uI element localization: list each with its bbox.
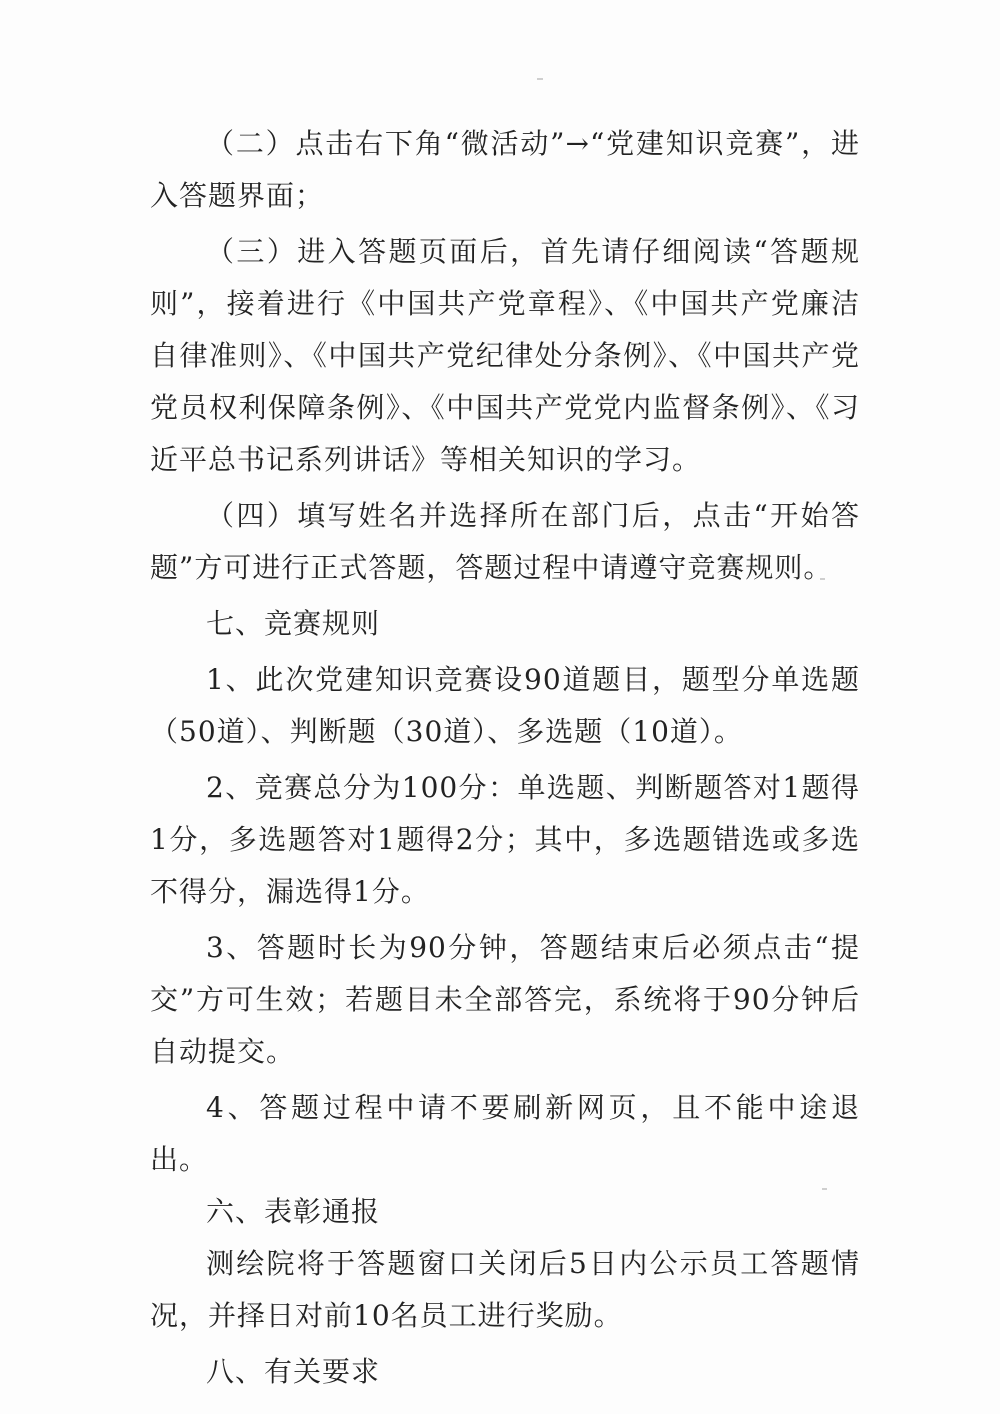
rule-item-2: 2、竞赛总分为100分：单选题、判断题答对1题得1分，多选题答对1题得2分；其中，多选题错选或多选不得分，漏选得1分。 bbox=[150, 771, 860, 908]
rule-item-1: 1、此次党建知识竞赛设90道题目，题型分单选题（50道）、判断题（30道）、多选题（10道）。 bbox=[150, 663, 860, 748]
section-heading-requirements: 八、有关要求 bbox=[206, 1355, 381, 1388]
scan-speck bbox=[537, 78, 543, 80]
awards-paragraph: 测绘院将于答题窗口关闭后5日内公示员工答题情况，并择日对前10名员工进行奖励。 bbox=[150, 1247, 860, 1332]
document-body bbox=[150, 118, 860, 1398]
section-heading-awards: 六、表彰通报 bbox=[206, 1195, 381, 1228]
paragraph-step-2: （二）点击右下角“微活动”→“党建知识竞赛”，进入答题界面； bbox=[150, 127, 860, 212]
rule-item-4: 4、答题过程中请不要刷新网页，且不能中途退出。 bbox=[150, 1091, 860, 1176]
paragraph-step-4: （四）填写姓名并选择所在部门后，点击“开始答题”方可进行正式答题，答题过程中请遵守竞赛规则。 bbox=[150, 499, 860, 584]
rule-item-3: 3、答题时长为90分钟，答题结束后必须点击“提交”方可生效；若题目未全部答完，系统将于90分钟后自动提交。 bbox=[150, 931, 860, 1068]
section-heading-rules: 七、竞赛规则 bbox=[206, 607, 381, 640]
paragraph-step-3: （三）进入答题页面后，首先请仔细阅读“答题规则”，接着进行《中国共产党章程》、《中国共产党廉洁自律准则》、《中国共产党纪律处分条例》、《中国共产党党员权利保障条例》、《中国共产党党内监督条例》、《习近平总书记系列讲话》等相关知识的学习。 bbox=[150, 235, 860, 476]
